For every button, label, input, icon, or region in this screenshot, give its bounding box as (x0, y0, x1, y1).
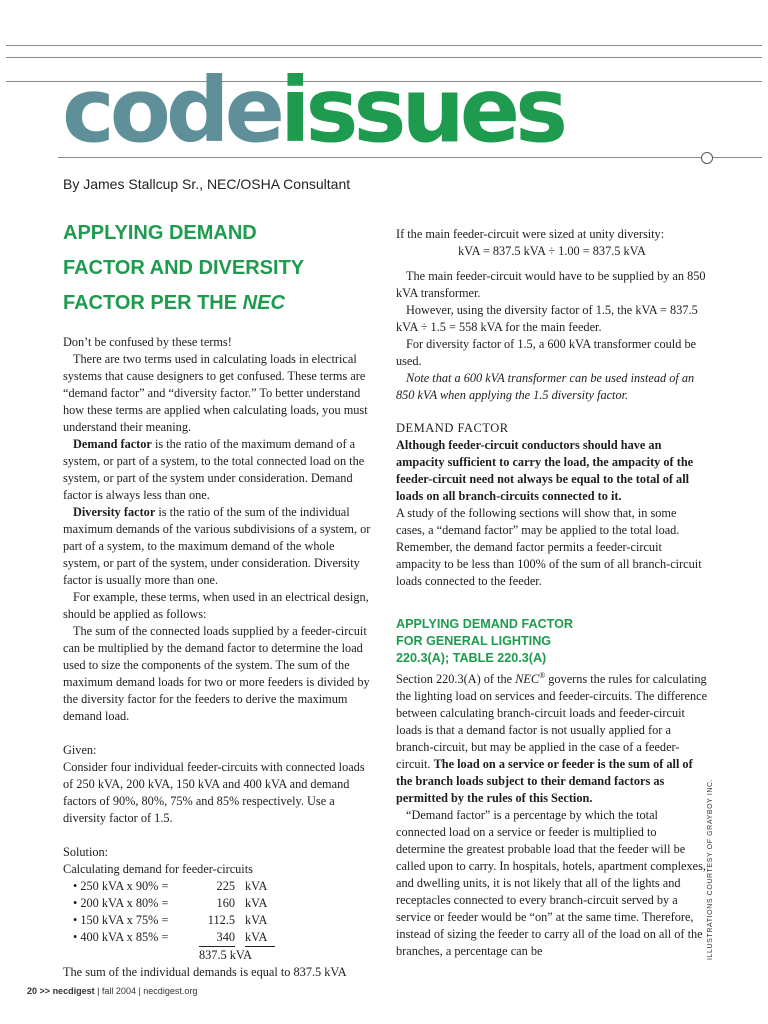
closing-paragraph: The sum of the individual demands is equal to 837.5 kVA (63, 965, 347, 979)
masthead-code: code (62, 58, 280, 162)
example-paragraph: For example, these terms, when used in an electrical design, should be applied as follows: (63, 590, 369, 621)
byline: By James Stallcup Sr., NEC/OSHA Consultant (63, 176, 351, 192)
right-column (396, 226, 708, 960)
solution-intro: Calculating demand for feeder-circuits (63, 862, 253, 876)
intro-paragraph: Don’t be confused by these terms! (63, 335, 232, 349)
given-label: Given: (63, 743, 97, 757)
calc-row: • 250 kVA x 90% = 225 kVA (73, 879, 268, 893)
lighting-subheading: APPLYING DEMAND FACTOR FOR GENERAL LIGHTING 220.3(A); TABLE 220.3(A) (396, 617, 574, 665)
unity-paragraph: If the main feeder-circuit were sized at unity diversity: (396, 227, 665, 241)
demand-definition (63, 436, 373, 504)
top-rule-1 (6, 45, 762, 46)
calc-total: 837.5 kVA (199, 948, 253, 962)
calc-row: • 200 kVA x 80% = 160 kVA (73, 896, 268, 910)
section-220-paragraph: Section 220.3(A) of the NEC® governs the rules for calculating the lighting load on services and feeder-circuits. The difference between calculating branch-circuit loads and feeder-circuit loads is that a demand factor is not usually applied for a branch-circuit, but may be applied in the case of a feeder-circuit. The load on a service or feeder is the sum of all of the branch loads subject to their demand factors as permitted by the rules of this Section. (396, 671, 708, 806)
left-column (63, 216, 373, 981)
demand-term: Demand factor (73, 437, 152, 451)
calc-row: • 400 kVA x 85% = 340 kVA (63, 929, 373, 947)
headline-line-3: FACTOR PER THE (63, 292, 243, 314)
diversity-term: Diversity factor (73, 505, 156, 519)
illustration-credit: ILLUSTRATIONS COURTESY OF GRAYBOY INC. (707, 778, 714, 960)
demand-factor-heading: DEMAND FACTOR (396, 421, 509, 435)
terms-paragraph: There are two terms used in calculating loads in electrical systems that cause designers to get confused. These terms are “demand factor” and “diversity factor.” To better understand how these terms are applied when calculating loads, you must understand their meaning. (63, 352, 368, 434)
headline-nec: NEC (242, 292, 285, 314)
issue-date: fall 2004 (101, 986, 136, 996)
calc-table (63, 878, 373, 964)
solution-label: Solution: (63, 845, 109, 859)
page-number: 20 (27, 986, 38, 996)
headline-line-1: APPLYING DEMAND (63, 222, 257, 244)
given-text: Consider four individual feeder-circuits with connected loads of 250 kVA, 200 kVA, 150 kVA and 400 kVA and demand factors of 90%, 80%, 75% and 85% respectively. Use a diversity factor of 1.5. (63, 760, 365, 825)
site-url: necdigest.org (143, 986, 198, 996)
masthead-circle (701, 152, 713, 164)
demand-percentage-paragraph: “Demand factor” is a percentage by which the total connected load on a service or feeder is multiplied to determine the greatest probable load that the feeder will be called upon to carry. In hospitals, hotels, apartment complexes, and dwelling units, it is not likely that all of the lights and receptacles connected to every branch-circuit served by a service or feeder would be “on” at the same time. Therefore, instead of sizing the feeder to carry all of the load on all of the branches, a percentage can be (396, 808, 706, 959)
transformer-paragraph: The main feeder-circuit would have to be supplied by an 850 kVA transformer. (396, 269, 706, 300)
demand-study-paragraph: A study of the following sections will show that, in some cases, a “demand factor” may be applied to the total load. Remember, the demand factor permits a feeder-circuit ampacity to be less than 100% of the sum of all branch-circuit loads connected to the feeder. (396, 506, 702, 588)
masthead-issues: issues (279, 58, 564, 162)
calc-row: • 150 kVA x 75% = 112.5 kVA (73, 913, 268, 927)
diversity-definition-text: is the ratio of the sum of the individual maximum demands of the various subdivisions of a system, or part of a system, to the maximum demand of the whole system, or part of the system, under consideration. Diversity factor is usually more than one. (63, 505, 371, 587)
demand-bold-paragraph: Although feeder-circuit conductors should have an ampacity sufficient to carry the load, the ampacity of the feeder-circuit need not always be equal to the total of all loads on all branch-circuits connected to it. (396, 438, 694, 503)
note-paragraph: Note that a 600 kVA transformer can be used instead of an 850 kVA when applying the 1.5 diversity factor. (396, 371, 695, 402)
publication-name: necdigest (52, 986, 95, 996)
unity-equation: kVA = 837.5 kVA ÷ 1.00 = 837.5 kVA (458, 244, 646, 258)
article-headline (63, 216, 373, 321)
masthead-logo (62, 58, 564, 162)
diversity-definition (63, 504, 373, 589)
headline-line-2: FACTOR AND DIVERSITY (63, 257, 305, 279)
page-footer: 20 >> necdigest | fall 2004 | necdigest.org (27, 986, 198, 996)
diversity-transformer-paragraph: For diversity factor of 1.5, a 600 kVA transformer could be used. (396, 337, 697, 368)
diversity-calc-paragraph: However, using the diversity factor of 1.5, the kVA = 837.5 kVA ÷ 1.5 = 558 kVA for the main feeder. (396, 303, 698, 334)
sum-paragraph: The sum of the connected loads supplied by a feeder-circuit can be multiplied by the demand factor to determine the load used to size the components of the system. The sum of the maximum demand loads for two or more feeders is divided by the diversity factor for the feeders to derive the maximum demand load. (63, 624, 370, 723)
demand-definition-text: is the ratio of the maximum demand of a system, or part of a system, to the total connected load on the system, or part of the system under consideration. Demand factor is always less than one. (63, 437, 365, 502)
